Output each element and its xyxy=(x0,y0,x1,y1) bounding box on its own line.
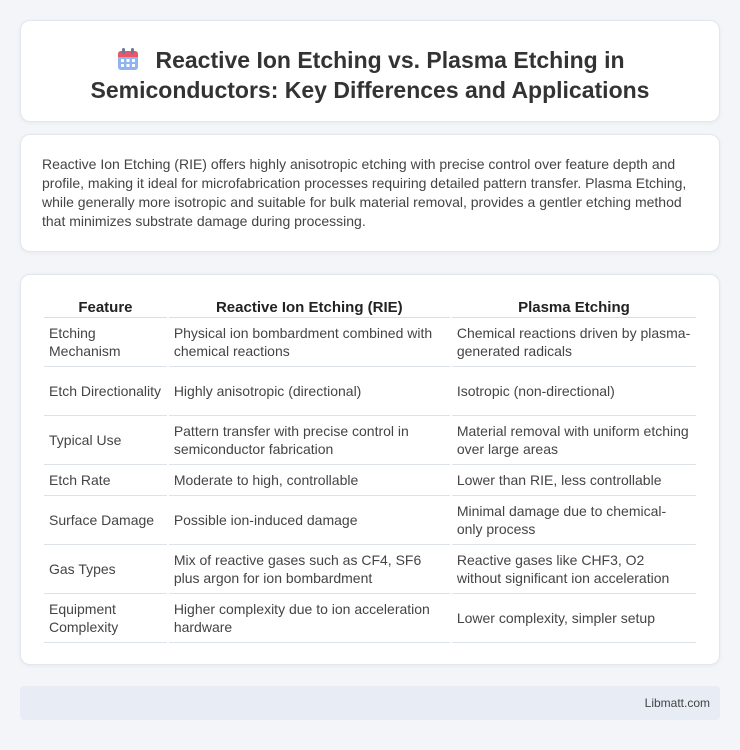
plasma-cell: Chemical reactions driven by plasma-generated radicals xyxy=(452,318,696,367)
table-row xyxy=(44,416,696,465)
page-title-text: Reactive Ion Etching vs. Plasma Etching in Semiconductors: Key Differences and Applications xyxy=(90,47,650,103)
rie-cell: Possible ion-induced damage xyxy=(169,496,450,545)
feature-cell: Typical Use xyxy=(44,416,167,465)
table-row xyxy=(44,367,696,416)
rie-cell: Physical ion bombardment combined with chemical reactions xyxy=(169,318,450,367)
plasma-cell: Lower complexity, simpler setup xyxy=(452,594,696,643)
header-plasma: Plasma Etching xyxy=(452,295,696,318)
feature-cell: Surface Damage xyxy=(44,496,167,545)
plasma-cell: Reactive gases like CHF3, O2 without significant ion acceleration xyxy=(452,545,696,594)
intro-paragraph: Reactive Ion Etching (RIE) offers highly anisotropic etching with precise control over feature depth and profile, making it ideal for microfabrication processes requiring detailed pattern transfer. Plasma Etching, while generally more isotropic and suitable for bulk material removal, provides a gentler etching method that minimizes substrate damage during processing. xyxy=(42,156,687,229)
feature-cell: Etching Mechanism xyxy=(44,318,167,367)
header-rie: Reactive Ion Etching (RIE) xyxy=(169,295,450,318)
footer-bar xyxy=(20,686,720,720)
table-row xyxy=(44,594,696,643)
table-header-row xyxy=(44,295,696,318)
rie-cell: Mix of reactive gases such as CF4, SF6 plus argon for ion bombardment xyxy=(169,545,450,594)
table-row xyxy=(44,545,696,594)
header-feature: Feature xyxy=(44,295,167,318)
feature-cell: Etch Directionality xyxy=(44,367,167,416)
rie-cell: Highly anisotropic (directional) xyxy=(169,367,450,416)
comparison-table-card xyxy=(20,274,720,665)
plasma-cell: Isotropic (non-directional) xyxy=(452,367,696,416)
table-row xyxy=(44,318,696,367)
table-row xyxy=(44,496,696,545)
feature-cell: Etch Rate xyxy=(44,465,167,496)
plasma-cell: Minimal damage due to chemical-only process xyxy=(452,496,696,545)
rie-cell: Higher complexity due to ion acceleration hardware xyxy=(169,594,450,643)
comparison-table xyxy=(42,295,698,643)
title-card xyxy=(20,20,720,122)
page-title xyxy=(51,45,689,105)
table-row xyxy=(44,465,696,496)
feature-cell: Equipment Complexity xyxy=(44,594,167,643)
calendar-icon xyxy=(115,46,141,72)
rie-cell: Moderate to high, controllable xyxy=(169,465,450,496)
footer-brand-link[interactable]: Libmatt.com xyxy=(644,696,710,710)
feature-cell: Gas Types xyxy=(44,545,167,594)
intro-card xyxy=(20,134,720,252)
plasma-cell: Material removal with uniform etching over large areas xyxy=(452,416,696,465)
rie-cell: Pattern transfer with precise control in semiconductor fabrication xyxy=(169,416,450,465)
plasma-cell: Lower than RIE, less controllable xyxy=(452,465,696,496)
